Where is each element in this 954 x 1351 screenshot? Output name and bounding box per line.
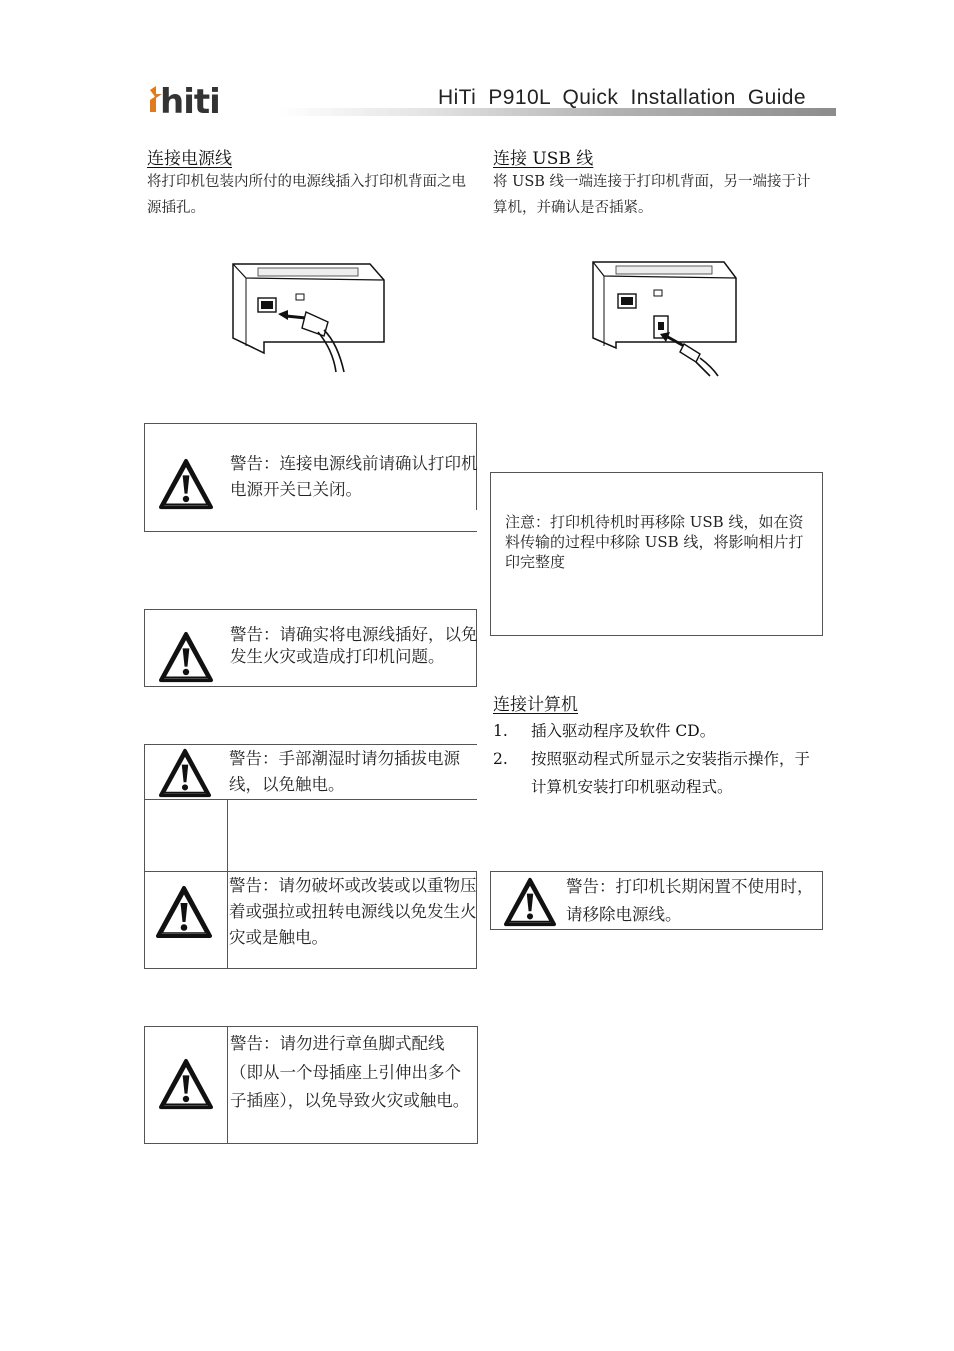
warning-text: 警告：请勿破坏或改装或以重物压着或强拉或扭转电源线以免发生火灾或是触电。	[229, 876, 477, 947]
step-number: 2.	[493, 750, 508, 768]
warning-triangle-icon	[156, 747, 214, 799]
usb-heading: 连接 USB 线	[493, 149, 594, 169]
hiti-logo	[148, 80, 248, 120]
warning-text: 警告：请勿进行章鱼脚式配线（即从一个母插座上引伸出多个子插座），以免导致火灾或触电。	[230, 1034, 470, 1110]
header-title: HiTi P910L Quick Installation Guide	[438, 86, 806, 109]
step-text: 按照驱动程式所显示之安装指示操作，于计算机安装打印机驱动程式。	[531, 750, 811, 796]
warning-triangle-icon	[501, 876, 559, 928]
warning-box-power-switch	[144, 423, 477, 532]
warning-box-idle-unplug	[490, 871, 823, 930]
note-text: 注意：打印机待机时再移除 USB 线，如在资料传输的过程中移除 USB 线，将影响相片打印完整度	[505, 513, 804, 571]
step-number: 1.	[493, 722, 508, 740]
printer-usb-illustration	[588, 258, 753, 378]
pc-heading: 连接计算机	[493, 695, 578, 715]
svg-text:hiti: hiti	[160, 82, 220, 120]
printer-usb-plug-illustration	[588, 258, 753, 378]
printer-power-plug-illustration	[228, 258, 393, 376]
step-text: 插入驱动程序及软件 CD。	[531, 722, 716, 740]
warning-triangle-icon	[157, 630, 215, 684]
power-heading: 连接电源线	[147, 149, 232, 169]
usb-description: 将 USB 线一端连接于打印机背面，另一端接于计算机，并确认是否插紧。	[493, 174, 811, 216]
note-box-usb-removal	[490, 472, 823, 636]
warning-triangle-icon	[157, 1057, 215, 1111]
warning-box-plug-firmly	[144, 609, 477, 687]
warning-triangle-icon	[154, 884, 214, 940]
printer-power-illustration	[228, 258, 393, 376]
warning-triangle-icon	[157, 457, 215, 511]
warning-box-octopus-wiring	[144, 1026, 478, 1144]
warning-text: 警告：打印机长期闲置不使用时，请移除电源线。	[566, 877, 814, 924]
power-description: 将打印机包装内所付的电源线插入打印机背面之电源插孔。	[147, 174, 466, 216]
warning-table	[144, 744, 477, 969]
warning-text: 警告：连接电源线前请确认打印机电源开关已关闭。	[230, 454, 478, 499]
warning-text: 警告：请确实将电源线插好，以免发生火灾或造成打印机问题。	[230, 625, 478, 666]
hiti-logo-icon	[148, 80, 248, 120]
warning-text: 警告：手部潮湿时请勿插拔电源线，以免触电。	[229, 749, 460, 794]
